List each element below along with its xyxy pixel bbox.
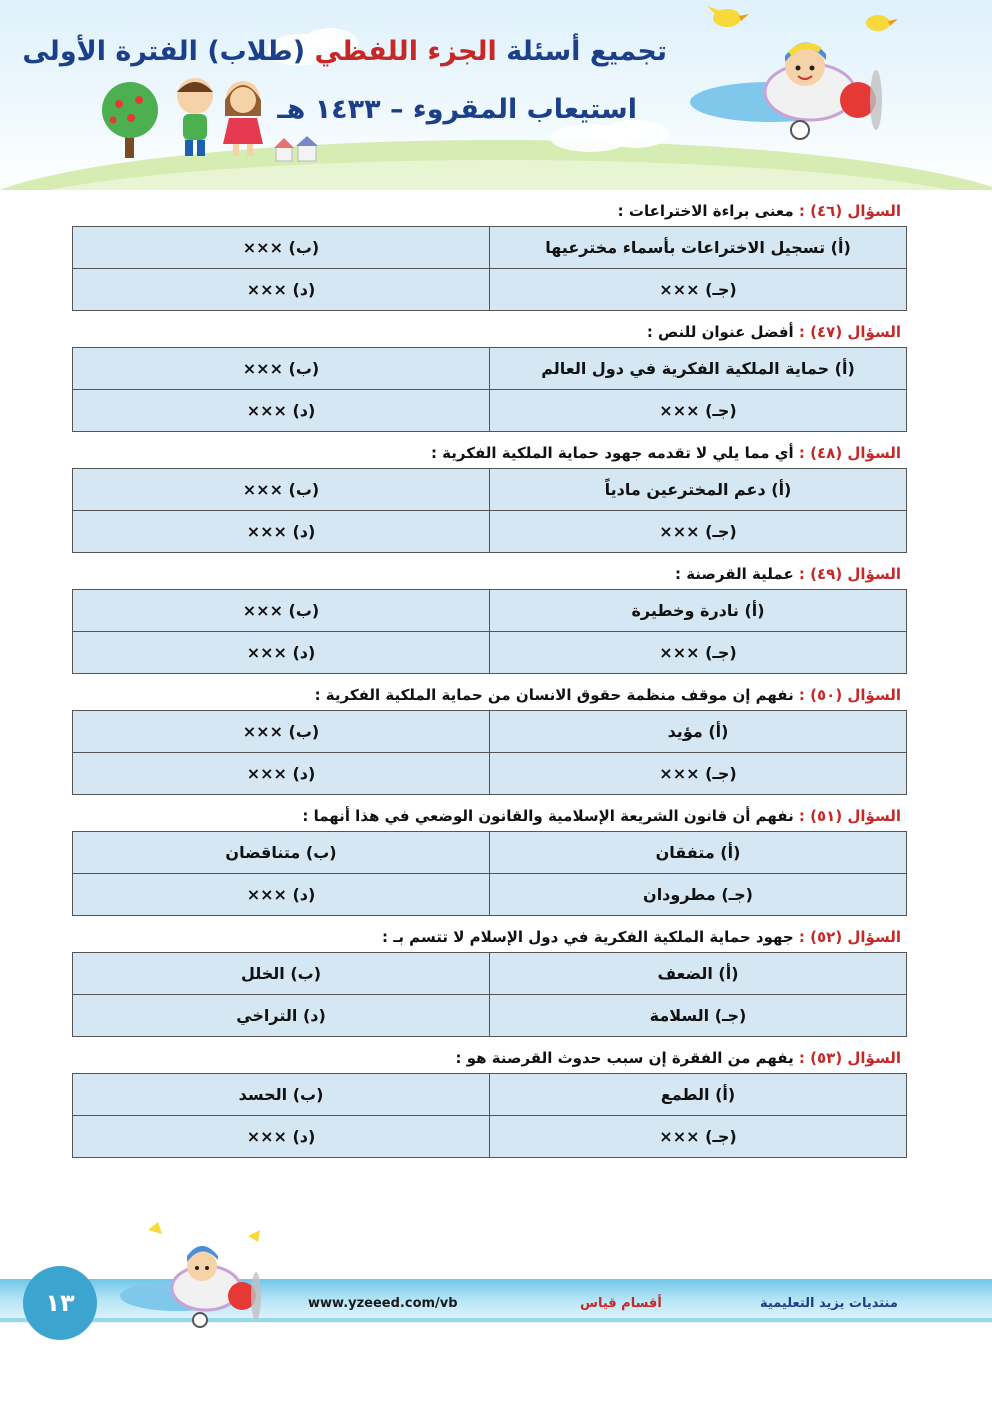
question-number: السؤال (٤٨) : <box>798 444 901 462</box>
question-block <box>72 559 907 674</box>
page-number: ١٣ <box>23 1266 97 1340</box>
options-table <box>72 952 907 1037</box>
page-header <box>0 0 992 190</box>
option-c[interactable]: (جـ) ××× <box>490 390 907 432</box>
question-text: نفهم إن موقف منظمة حقوق الانسان من حماية الملكية الفكرية : <box>314 686 799 704</box>
question-text: معنى براءة الاختراعات : <box>617 202 799 220</box>
question-number: السؤال (٤٦) : <box>798 202 901 220</box>
option-b[interactable]: (ب) ××× <box>73 227 490 269</box>
question-number: السؤال (٥٠) : <box>798 686 901 704</box>
options-table <box>72 468 907 553</box>
footer-forum-name: منتديات يزيد التعليمية <box>760 1296 898 1311</box>
option-a[interactable]: (أ) متفقان <box>490 832 907 874</box>
airplane-icon <box>690 30 910 150</box>
options-table <box>72 1073 907 1158</box>
option-c[interactable]: (جـ) مطرودان <box>490 874 907 916</box>
option-a[interactable]: (أ) الطمع <box>490 1074 907 1116</box>
options-table <box>72 347 907 432</box>
option-a[interactable]: (أ) تسجيل الاختراعات بأسماء مخترعيها <box>490 227 907 269</box>
option-c[interactable]: (جـ) ××× <box>490 269 907 311</box>
option-b[interactable]: (ب) ××× <box>73 711 490 753</box>
question-number: السؤال (٥٢) : <box>798 928 901 946</box>
option-b[interactable]: (ب) ××× <box>73 348 490 390</box>
question-block <box>72 801 907 916</box>
page-title: تجميع أسئلة الجزء اللفظي (طلاب) الفترة الأولى <box>22 36 667 67</box>
option-c[interactable]: (جـ) ××× <box>490 753 907 795</box>
option-b[interactable]: (ب) متناقضان <box>73 832 490 874</box>
option-a[interactable]: (أ) حماية الملكية الفكرية في دول العالم <box>490 348 907 390</box>
question-text: يفهم من الفقرة إن سبب حدوث القرصنة هو : <box>455 1049 799 1067</box>
option-b[interactable]: (ب) ××× <box>73 590 490 632</box>
option-b[interactable]: (ب) ××× <box>73 469 490 511</box>
options-table <box>72 831 907 916</box>
option-d[interactable]: (د) ××× <box>73 269 490 311</box>
question-block <box>72 196 907 311</box>
option-a[interactable]: (أ) الضعف <box>490 953 907 995</box>
question-line <box>72 801 907 831</box>
option-b[interactable]: (ب) الحسد <box>73 1074 490 1116</box>
option-c[interactable]: (جـ) ××× <box>490 511 907 553</box>
question-line <box>72 559 907 589</box>
question-number: السؤال (٥٣) : <box>798 1049 901 1067</box>
question-line <box>72 922 907 952</box>
question-block <box>72 438 907 553</box>
question-text: عملية القرصنة : <box>674 565 799 583</box>
children-icon <box>165 70 275 160</box>
footer-website[interactable]: www.yzeeed.com/vb <box>308 1296 458 1311</box>
option-d[interactable]: (د) التراخي <box>73 995 490 1037</box>
question-block <box>72 922 907 1037</box>
option-a[interactable]: (أ) مؤيد <box>490 711 907 753</box>
question-line <box>72 317 907 347</box>
question-text: نفهم أن قانون الشريعة الإسلامية والقانون الوضعي في هذا أنهما : <box>302 807 799 825</box>
page-subtitle: استيعاب المقروء – ١٤٣٣ هـ <box>277 94 637 125</box>
option-d[interactable]: (د) ××× <box>73 1116 490 1158</box>
tree-icon <box>95 80 165 160</box>
options-table <box>72 226 907 311</box>
option-d[interactable]: (د) ××× <box>73 632 490 674</box>
question-block <box>72 1043 907 1158</box>
option-c[interactable]: (جـ) السلامة <box>490 995 907 1037</box>
option-a[interactable]: (أ) نادرة وخطيرة <box>490 590 907 632</box>
option-a[interactable]: (أ) دعم المخترعين مادياً <box>490 469 907 511</box>
question-number: السؤال (٤٩) : <box>798 565 901 583</box>
question-line <box>72 196 907 226</box>
question-line <box>72 438 907 468</box>
question-text: جهود حماية الملكية الفكرية في دول الإسلام لا تتسم بـ : <box>381 928 799 946</box>
question-line <box>72 1043 907 1073</box>
option-d[interactable]: (د) ××× <box>73 753 490 795</box>
question-number: السؤال (٤٧) : <box>798 323 901 341</box>
airplane-icon <box>118 1218 278 1333</box>
option-d[interactable]: (د) ××× <box>73 874 490 916</box>
bird-icon <box>705 2 751 32</box>
question-line <box>72 680 907 710</box>
option-c[interactable]: (جـ) ××× <box>490 632 907 674</box>
question-block <box>72 317 907 432</box>
question-block <box>72 680 907 795</box>
options-table <box>72 710 907 795</box>
houses-icon <box>272 135 332 165</box>
question-text: أفضل عنوان للنص : <box>646 323 799 341</box>
option-d[interactable]: (د) ××× <box>73 511 490 553</box>
question-number: السؤال (٥١) : <box>798 807 901 825</box>
option-b[interactable]: (ب) الخلل <box>73 953 490 995</box>
options-table <box>72 589 907 674</box>
footer-section: أقسام قياس <box>580 1296 662 1311</box>
questions-list <box>72 196 907 1164</box>
question-text: أي مما يلي لا تقدمه جهود حماية الملكية الفكرية : <box>430 444 799 462</box>
option-c[interactable]: (جـ) ××× <box>490 1116 907 1158</box>
option-d[interactable]: (د) ××× <box>73 390 490 432</box>
